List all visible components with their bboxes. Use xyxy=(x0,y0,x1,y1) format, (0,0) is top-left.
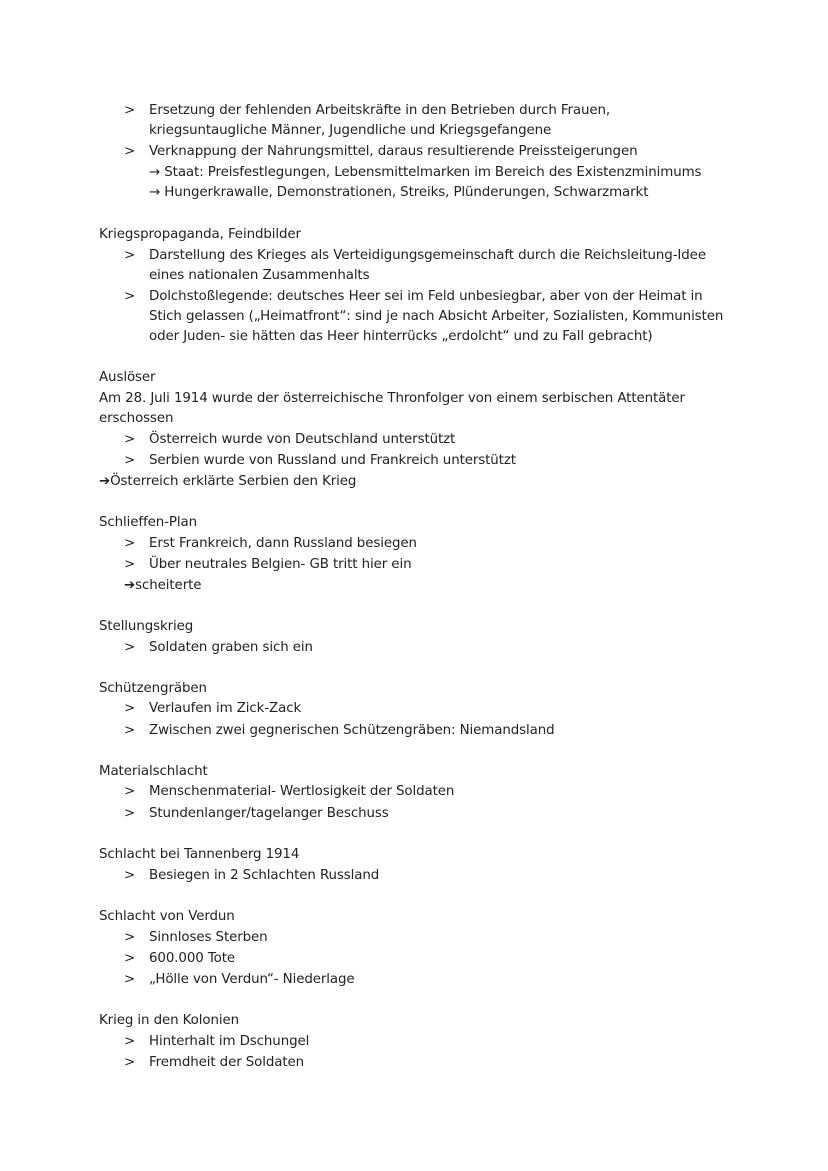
bullet-text: „Hölle von Verdun“- Niederlage xyxy=(149,972,355,987)
section-heading: Schlieffen-Plan xyxy=(99,515,198,530)
bullet-text: Über neutrales Belgien- GB tritt hier ein xyxy=(149,557,412,572)
bullet-marker: > xyxy=(124,289,136,304)
bullet-text: Zwischen zwei gegnerischen Schützengräben: Niemandsland xyxy=(149,723,555,738)
bullet-marker: > xyxy=(124,701,136,716)
bullet-marker: > xyxy=(124,972,136,987)
bullet-marker: > xyxy=(124,557,136,572)
section-heading: Stellungskrieg xyxy=(99,619,194,634)
section-heading: Materialschlacht xyxy=(99,764,208,779)
bullet-text: Verlaufen im Zick-Zack xyxy=(149,701,302,716)
sub-text: → Hungerkrawalle, Demonstrationen, Streiks, Plünderungen, Schwarzmarkt xyxy=(149,185,649,200)
bullet-marker: > xyxy=(124,723,136,738)
paragraph-text: erschossen xyxy=(99,411,174,426)
bullet-text: Darstellung des Krieges als Verteidigungsgemeinschaft durch die Reichsleitung-Idee xyxy=(149,248,706,263)
bullet-text: eines nationalen Zusammenhalts xyxy=(149,268,370,283)
bullet-text: Stundenlanger/tagelanger Beschuss xyxy=(149,806,389,821)
bullet-marker: > xyxy=(124,536,136,551)
bullet-marker: > xyxy=(124,432,136,447)
bullet-marker: > xyxy=(124,806,136,821)
bullet-text: Fremdheit der Soldaten xyxy=(149,1055,305,1070)
section-heading: Schlacht von Verdun xyxy=(99,909,235,924)
paragraph-text: Am 28. Juli 1914 wurde der österreichische Thronfolger von einem serbischen Attentäter xyxy=(99,391,685,406)
bullet-marker: > xyxy=(124,248,136,263)
result-text: ➔Österreich erklärte Serbien den Krieg xyxy=(99,474,357,489)
bullet-text: Hinterhalt im Dschungel xyxy=(149,1034,310,1049)
section-heading: Schützengräben xyxy=(99,681,207,696)
bullet-marker: > xyxy=(124,103,136,118)
bullet-marker: > xyxy=(124,868,136,883)
section-heading: Auslöser xyxy=(99,370,156,385)
bullet-marker: > xyxy=(124,453,136,468)
bullet-text: Serbien wurde von Russland und Frankreich unterstützt xyxy=(149,453,516,468)
result-text: ➔scheiterte xyxy=(124,578,202,593)
bullet-text: Sinnloses Sterben xyxy=(149,930,268,945)
bullet-text: Ersetzung der fehlenden Arbeitskräfte in den Betrieben durch Frauen, xyxy=(149,103,611,118)
bullet-text: Verknappung der Nahrungsmittel, daraus resultierende Preissteigerungen xyxy=(149,144,638,159)
section-heading: Kriegspropaganda, Feindbilder xyxy=(99,227,301,242)
bullet-text: Dolchstoßlegende: deutsches Heer sei im Feld unbesiegbar, aber von der Heimat in xyxy=(149,289,703,304)
bullet-text: Stich gelassen („Heimatfront“: sind je nach Absicht Arbeiter, Sozialisten, Kommunisten xyxy=(149,309,724,324)
bullet-marker: > xyxy=(124,784,136,799)
bullet-marker: > xyxy=(124,1055,136,1070)
sub-text: → Staat: Preisfestlegungen, Lebensmittelmarken im Bereich des Existenzminimums xyxy=(149,165,702,180)
bullet-marker: > xyxy=(124,640,136,655)
bullet-text: Erst Frankreich, dann Russland besiegen xyxy=(149,536,417,551)
bullet-text: oder Juden- sie hätten das Heer hinterrücks „erdolcht“ und zu Fall gebracht) xyxy=(149,329,653,344)
bullet-marker: > xyxy=(124,930,136,945)
bullet-marker: > xyxy=(124,144,136,159)
bullet-text: Menschenmaterial- Wertlosigkeit der Soldaten xyxy=(149,784,455,799)
bullet-text: Besiegen in 2 Schlachten Russland xyxy=(149,868,380,883)
bullet-text: Soldaten graben sich ein xyxy=(149,640,313,655)
bullet-text: 600.000 Tote xyxy=(149,951,236,966)
section-heading: Krieg in den Kolonien xyxy=(99,1013,239,1028)
bullet-text: kriegsuntaugliche Männer, Jugendliche und Kriegsgefangene xyxy=(149,123,552,138)
bullet-marker: > xyxy=(124,951,136,966)
bullet-marker: > xyxy=(124,1034,136,1049)
section-heading: Schlacht bei Tannenberg 1914 xyxy=(99,847,300,862)
bullet-text: Österreich wurde von Deutschland unterstützt xyxy=(149,432,456,447)
